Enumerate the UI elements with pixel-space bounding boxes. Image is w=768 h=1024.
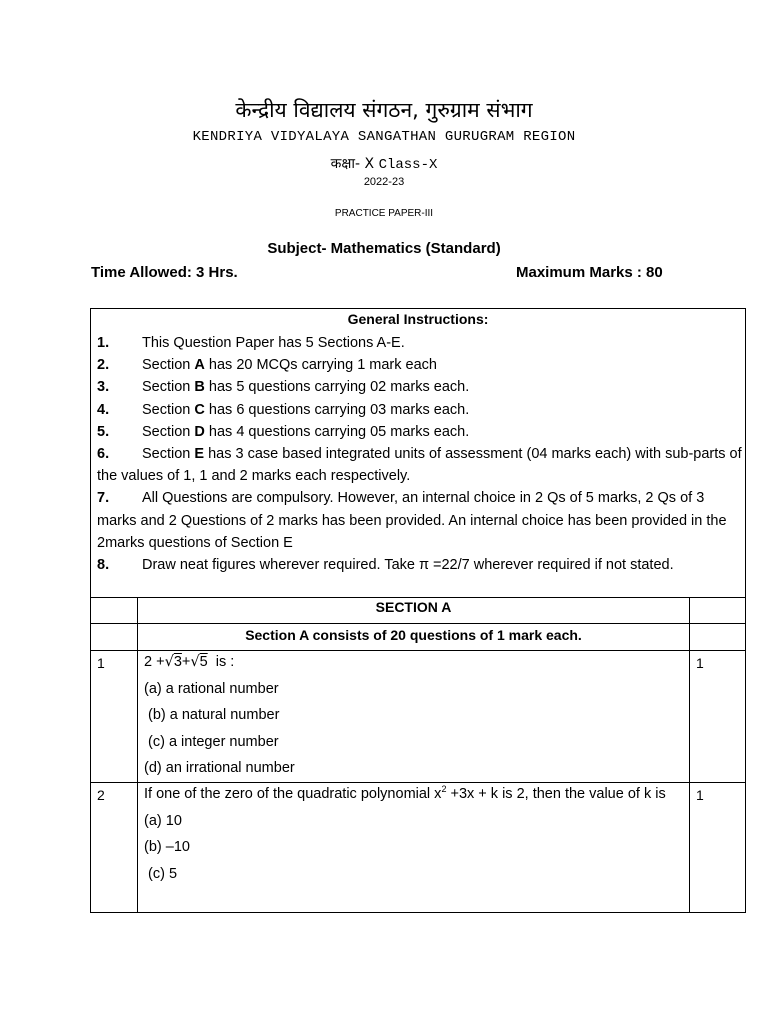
paper-label: PRACTICE PAPER-III [334, 208, 434, 219]
instruction-item: 2. Section A has 20 MCQs carrying 1 mark each [97, 357, 437, 374]
section-subtitle: Section A consists of 20 questions of 1 mark each. [245, 627, 582, 643]
instruction-item: 5. Section D has 4 questions carrying 05 marks each. [97, 423, 470, 440]
subject-title: Subject- Mathematics (Standard) [267, 240, 501, 257]
question-stem: 2 +√3+√5 is : [144, 654, 235, 670]
option: (b) a natural number [144, 707, 280, 724]
option: (c) a integer number [144, 733, 279, 750]
table-divider [90, 597, 746, 598]
question-stem: If one of the zero of the quadratic polynomial $x^2 +3x + k$ is 2, then the value of k is [144, 784, 666, 802]
question-2 [144, 781, 686, 887]
instruction-item: 6. Section E has 3 case based integrated units of assessment (04 marks each) with sub-parts of the values of 1, 1 and 2 marks each respectively. [97, 446, 742, 485]
question-1 [144, 649, 686, 782]
english-title: KENDRIYA VIDYALAYA SANGATHAN GURUGRAM REGION [192, 129, 576, 145]
option: (a) a rational number [144, 680, 279, 697]
question-marks: 1 [696, 787, 704, 803]
instructions-title: General Instructions: [347, 311, 489, 327]
option: (b) –10 [144, 839, 190, 856]
column-divider [689, 597, 690, 913]
sqrt-symbol: √ [164, 654, 174, 670]
option: (d) an irrational number [144, 760, 295, 777]
instruction-item: 7. All Questions are compulsory. However, an internal choice in 2 Qs of 5 marks, 2 Qs of 3 marks and 2 Questions of 2 marks has been provided. An internal choice has been provided in the 2marks questions of Section E [97, 490, 727, 551]
sqrt-symbol: √ [190, 654, 200, 670]
class-english: Class-X [378, 157, 438, 173]
question-marks: 1 [696, 655, 704, 671]
session-year: 2022-23 [363, 176, 405, 188]
column-divider [137, 597, 138, 913]
question-number: 2 [97, 787, 105, 803]
option: (c) 5 [144, 865, 178, 882]
instruction-item: 8. Draw neat figures wherever required. Take π =22/7 wherever required if not stated. [97, 557, 674, 574]
instruction-item: 3. Section B has 5 questions carrying 02 marks each. [97, 379, 470, 396]
time-allowed: Time Allowed: 3 Hrs. [91, 264, 238, 281]
section-title: SECTION A [375, 599, 452, 615]
option: (a) 10 [144, 812, 182, 829]
instruction-item: 4. Section C has 6 questions carrying 03 marks each. [97, 401, 470, 418]
table-divider [90, 623, 746, 624]
class-hindi: कक्षा- X [330, 156, 375, 172]
maximum-marks: Maximum Marks : 80 [516, 264, 663, 281]
class-line [0, 154, 768, 173]
question-number: 1 [97, 655, 105, 671]
instructions-list [97, 332, 742, 576]
instruction-item: 1. This Question Paper has 5 Sections A-E. [97, 335, 405, 351]
hindi-title: केन्द्रीय विद्यालय संगठन, गुरुग्राम संभाग [235, 98, 533, 122]
